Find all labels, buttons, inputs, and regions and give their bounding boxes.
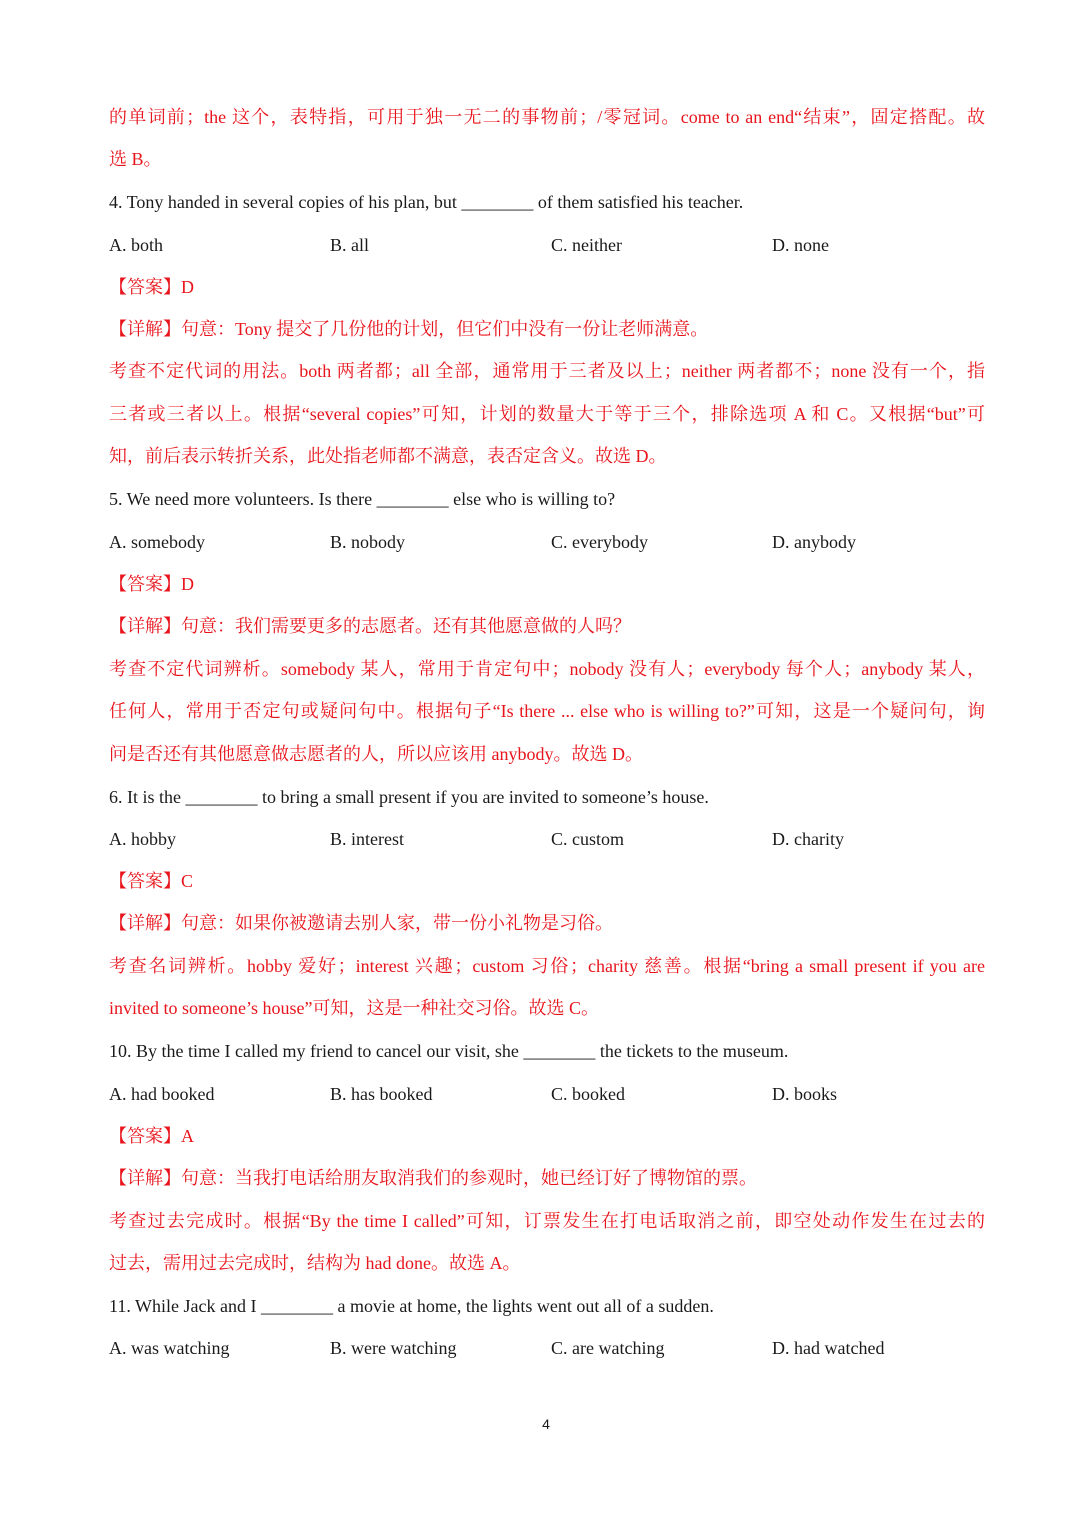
explanation-line: 问是否还有其他愿意做志愿者的人，所以应该用 anybody。故选 D。 — [109, 744, 643, 764]
page-number: 4 — [542, 1416, 550, 1432]
sentence-meaning: 【详解】句意：如果你被邀请去别人家，带一份小礼物是习俗。 — [109, 913, 613, 933]
sentence-meaning: 【详解】句意：我们需要更多的志愿者。还有其他愿意做的人吗？ — [109, 616, 631, 636]
option-c: C. neither — [551, 235, 622, 255]
answer-key: 【答案】A — [109, 1126, 194, 1146]
option-d: D. books — [772, 1084, 838, 1104]
answer-options — [109, 818, 985, 860]
option-b: B. were watching — [330, 1338, 457, 1358]
option-a: A. had booked — [109, 1084, 215, 1104]
option-d: D. anybody — [772, 532, 856, 552]
explanation-line: 的单词前；the 这个，表特指，可用于独一无二的事物前；/零冠词。come to an end“结束”，固定搭配。故 — [109, 107, 985, 127]
sentence-meaning: 【详解】句意：当我打电话给朋友取消我们的参观时，她已经订好了博物馆的票。 — [109, 1168, 757, 1188]
explanation-line: 过去，需用过去完成时，结构为 had done。故选 A。 — [109, 1253, 521, 1273]
answer-options — [109, 1327, 985, 1369]
option-a: A. both — [109, 235, 163, 255]
option-a: A. hobby — [109, 829, 176, 849]
option-d: D. charity — [772, 829, 844, 849]
answer-options — [109, 1073, 985, 1115]
answer-key: 【答案】D — [109, 574, 194, 594]
question-stem: 4. Tony handed in several copies of his plan, but ________ of them satisfied his teacher. — [109, 192, 744, 212]
option-b: B. has booked — [330, 1084, 433, 1104]
question-stem: 11. While Jack and I ________ a movie at home, the lights went out all of a sudden. — [109, 1296, 714, 1316]
option-d: D. had watched — [772, 1338, 885, 1358]
explanation-line: 知，前后表示转折关系，此处指老师都不满意，表否定含义。故选 D。 — [109, 446, 667, 466]
answer-key: 【答案】D — [109, 277, 194, 297]
explanation-line: 考查名词辨析。hobby 爱好；interest 兴趣；custom 习俗；charity 慈善。根据“bring a small present if you are — [109, 956, 985, 976]
option-d: D. none — [772, 235, 829, 255]
explanation-line: 选 B。 — [109, 149, 162, 169]
option-b: B. interest — [330, 829, 404, 849]
explanation-line: invited to someone’s house”可知，这是一种社交习俗。故选 C。 — [109, 998, 599, 1018]
option-b: B. nobody — [330, 532, 406, 552]
option-a: A. somebody — [109, 532, 205, 552]
answer-key: 【答案】C — [109, 871, 194, 891]
question-stem: 6. It is the ________ to bring a small present if you are invited to someone’s house. — [109, 787, 709, 807]
sentence-meaning: 【详解】句意：Tony 提交了几份他的计划，但它们中没有一份让老师满意。 — [109, 319, 709, 339]
option-c: C. custom — [551, 829, 625, 849]
explanation-line: 考查不定代词辨析。somebody 某人，常用于肯定句中；nobody 没有人；everybody 每个人；anybody 某人， — [109, 659, 985, 679]
explanation-line: 任何人，常用于否定句或疑问句中。根据句子“Is there ... else who is willing to?”可知，这是一个疑问句，询 — [109, 701, 985, 721]
explanation-line: 三者或三者以上。根据“several copies”可知，计划的数量大于等于三个，排除选项 A 和 C。又根据“but”可 — [109, 404, 985, 424]
option-b: B. all — [330, 235, 369, 255]
question-stem: 5. We need more volunteers. Is there ________ else who is willing to? — [109, 489, 616, 509]
option-c: C. booked — [551, 1084, 625, 1104]
question-stem: 10. By the time I called my friend to cancel our visit, she ________ the tickets to the museum. — [109, 1041, 789, 1061]
option-c: C. are watching — [551, 1338, 665, 1358]
explanation-line: 考查过去完成时。根据“By the time I called”可知，订票发生在打电话取消之前，即空处动作发生在过去的 — [109, 1211, 985, 1231]
option-c: C. everybody — [551, 532, 648, 552]
explanation-line: 考查不定代词的用法。both 两者都；all 全部，通常用于三者及以上；neither 两者都不；none 没有一个，指 — [109, 361, 985, 381]
answer-options — [109, 224, 985, 266]
option-a: A. was watching — [109, 1338, 230, 1358]
answer-options — [109, 521, 985, 563]
